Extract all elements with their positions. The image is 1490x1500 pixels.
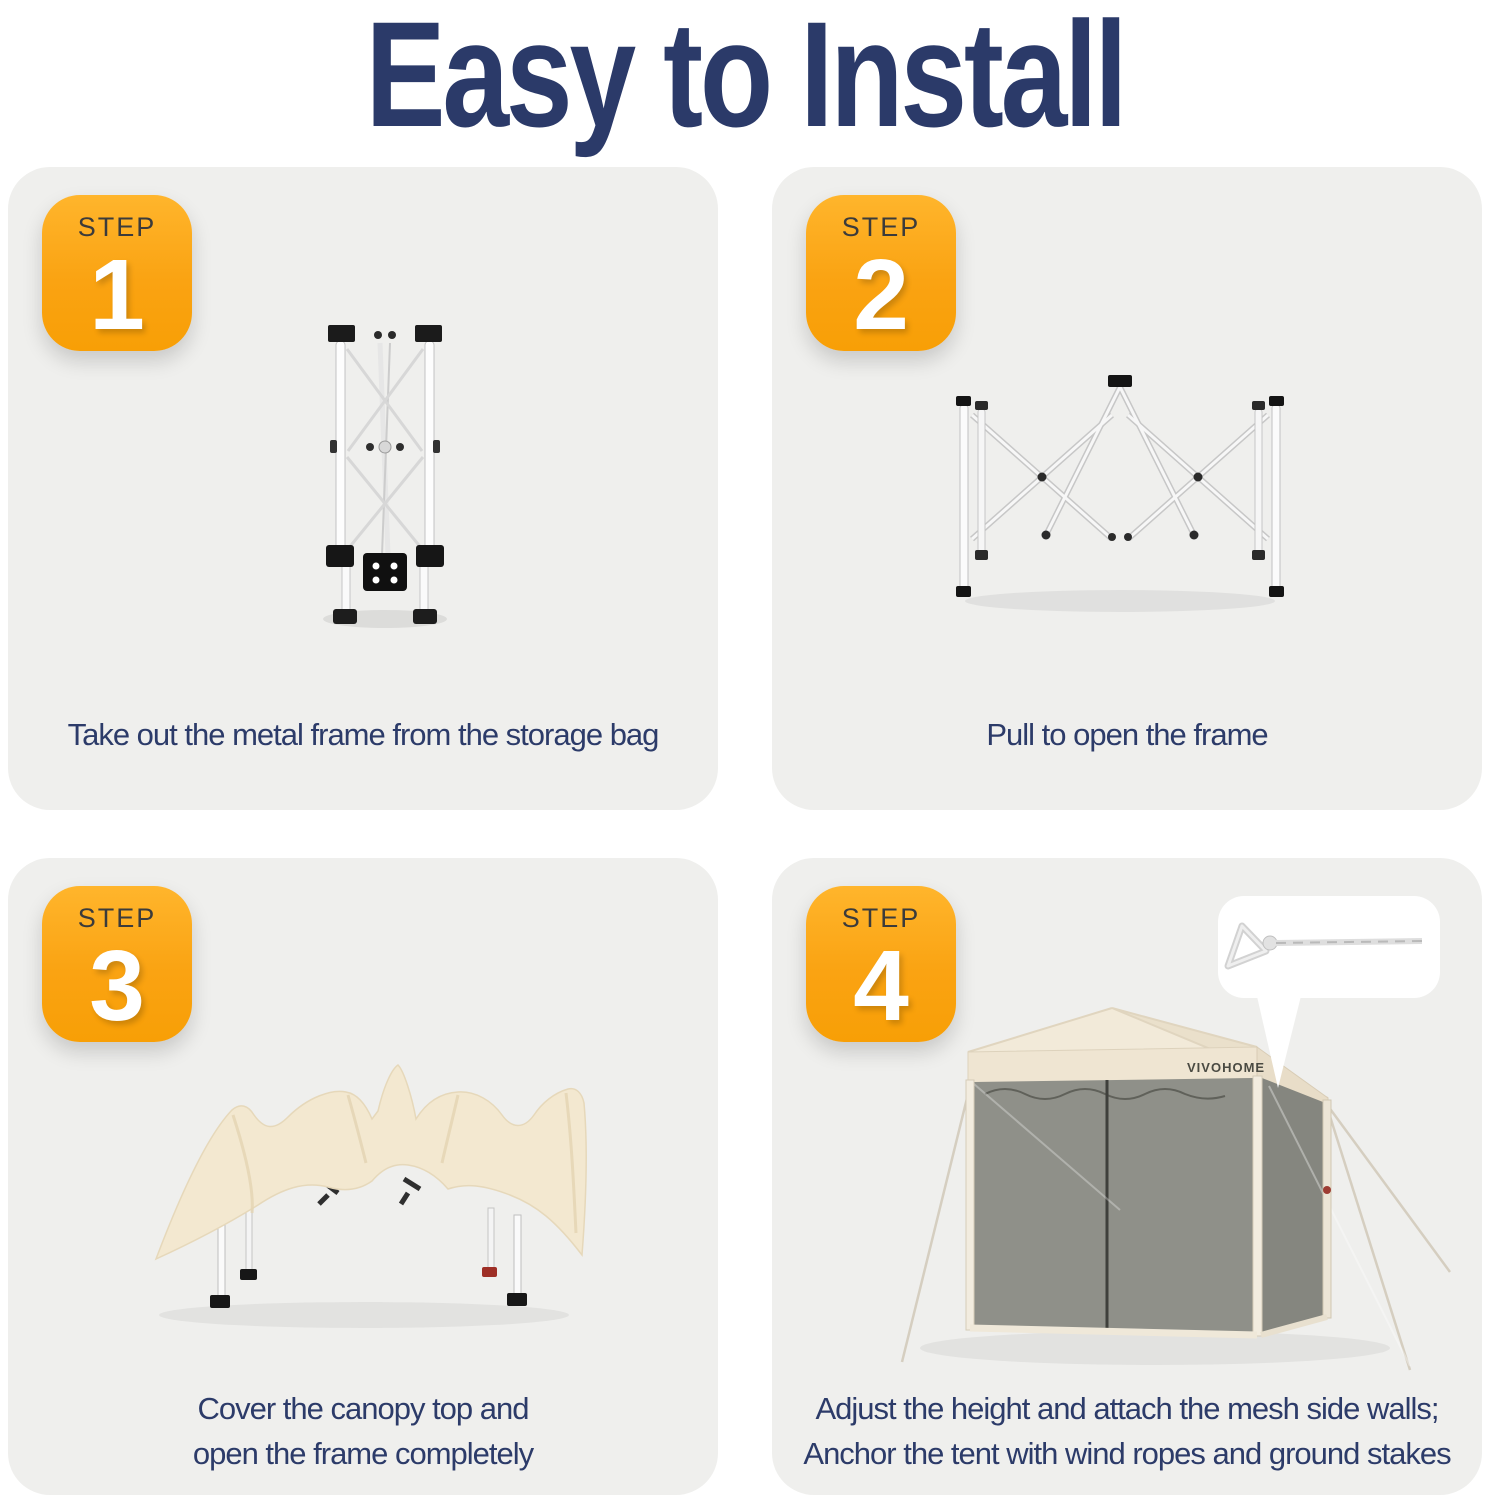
step-3-caption (8, 1386, 718, 1476)
step-1-card (8, 167, 718, 810)
step-number: 3 (89, 930, 145, 1042)
step-label: STEP (841, 212, 921, 242)
caption-line: Take out the metal frame from the storage bag (67, 717, 659, 752)
step-1-caption (8, 712, 718, 757)
step-number: 4 (853, 930, 909, 1042)
step-number: 1 (89, 239, 145, 351)
half-open-frame-illustration (950, 367, 1290, 617)
caption-line: Adjust the height and attach the mesh side walls; (815, 1391, 1439, 1426)
step-label: STEP (77, 903, 157, 933)
step-4-caption (772, 1386, 1482, 1476)
step-4-card (772, 858, 1482, 1495)
assembled-tent-illustration (890, 880, 1455, 1375)
step-1-badge (42, 195, 192, 351)
tent-brand-label: VIVOHOME (1187, 1060, 1266, 1075)
step-2-caption (772, 712, 1482, 757)
step-3-badge (42, 886, 192, 1042)
folded-frame-illustration (300, 295, 470, 635)
step-2-badge (806, 195, 956, 351)
caption-line: Anchor the tent with wind ropes and ground stakes (803, 1436, 1451, 1471)
tent-mesh-walls (974, 1078, 1410, 1366)
step-3-card (8, 858, 718, 1495)
covered-frame-illustration (136, 1063, 591, 1333)
caption-line: open the frame completely (192, 1436, 534, 1471)
step-label: STEP (77, 212, 157, 242)
step-4-badge (806, 886, 956, 1042)
step-2-card (772, 167, 1482, 810)
caption-line: Pull to open the frame (986, 717, 1268, 752)
step-label: STEP (841, 903, 921, 933)
caption-line: Cover the canopy top and (197, 1391, 529, 1426)
step-number: 2 (853, 239, 909, 351)
page-title: Easy to Install (365, 0, 1125, 158)
